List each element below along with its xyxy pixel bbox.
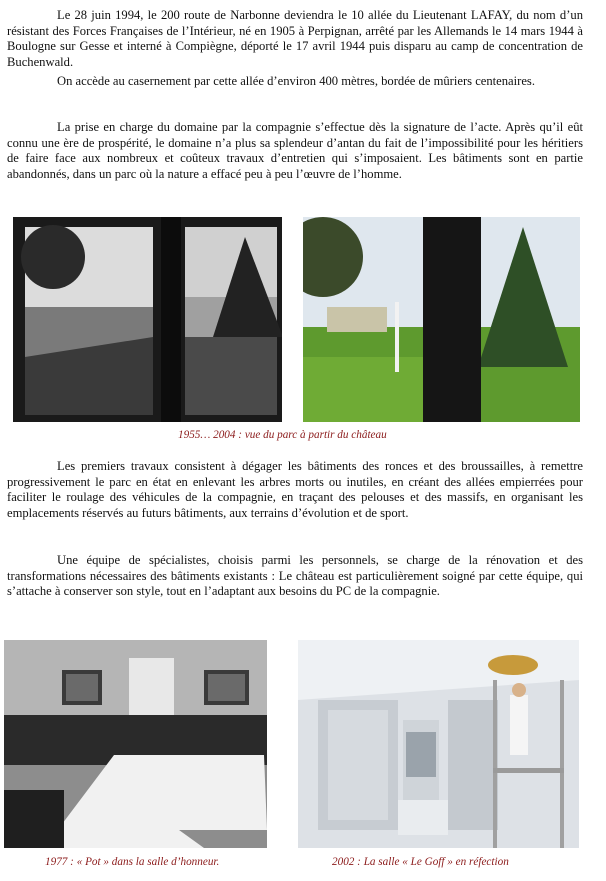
caption-pot: 1977 : « Pot » dans la salle d’honneur. [45,856,220,868]
paragraph-domaine: La prise en charge du domaine par la compagnie s’effectue dès la signature de l’acte. Après qu’il eût connu une ère de prospérité, le domaine n’a plus sa splendeur d’antan du fait de l’impossibilité pour les héritiers de faire face aux nombreux et coûteux travaux d’entretien qui s’imposaient. Les bâtiments sont en partie abandonnés, dans un parc où la nature a effacé peu à peu l’œuvre de l’homme. [7,120,583,181]
paragraph-equipe: Une équipe de spécialistes, choisis parmi les personnels, se charge de la rénovation et des transformations nécessaires des bâtiments existants : Le château est particulièrement soigné par cette équipe, qui s’attache à conserver son style, tout en l’adaptant aux besoins du PC de la compagnie. [7,553,583,599]
photo-salle-le-goff-2002 [298,640,579,848]
paragraph-allee: On accède au casernement par cette allée d’environ 400 mètres, bordée de mûriers centenaires. [57,74,535,88]
photo-park-1955 [13,217,282,422]
paragraph-lafay: Le 28 juin 1994, le 200 route de Narbonne deviendra le 10 allée du Lieutenant LAFAY, du nom d’un résistant des Forces Françaises de l’Intérieur, né en 1905 à Perpignan, arrêté par les Allemands le 14 mars 1944 à Boulogne sur Gesse et interné à Compiègne, déporté le 17 avril 1944 puis disparu au camp de concentration de Buchenwald. [7,8,583,69]
caption-park: 1955… 2004 : vue du parc à partir du château [178,429,387,441]
caption-salle-le-goff: 2002 : La salle « Le Goff » en réfection [332,856,509,868]
photo-park-2004 [303,217,580,422]
paragraph-travaux: Les premiers travaux consistent à dégager les bâtiments des ronces et des broussailles, à remettre progressivement le parc en état en enlevant les arbres morts ou inutiles, en créant des allées empierrées pour faciliter le roulage des véhicules de la compagnie, en traçant des pelouses et des massifs, en organisant les emplacements réservés au futurs bâtiments, aux terrains d’évolution et de sport. [7,459,583,520]
photo-salle-honneur-1977 [4,640,267,848]
